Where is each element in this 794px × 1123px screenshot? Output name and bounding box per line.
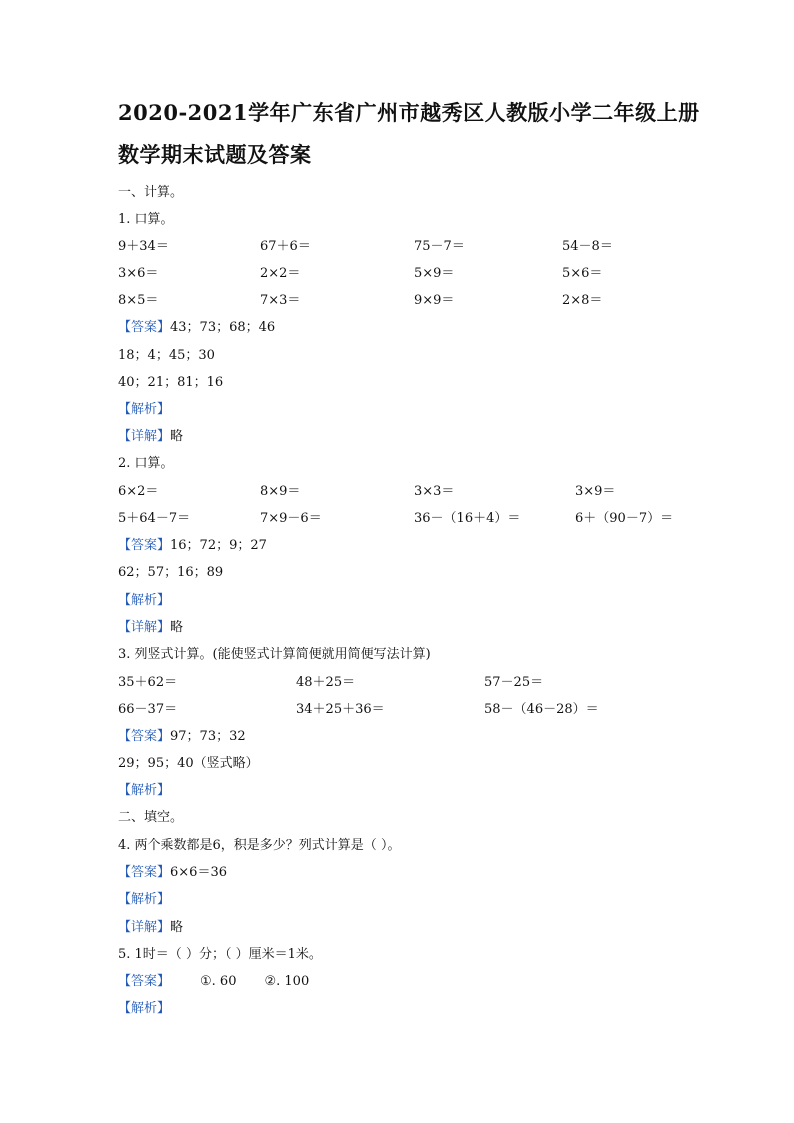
q3-problem: 58－（46－28）＝ bbox=[484, 702, 599, 717]
answer-tag: 【答案】 bbox=[118, 865, 171, 880]
q1-problem: 54－8＝ bbox=[562, 239, 613, 254]
q2-problem: 5＋64－7＝ bbox=[118, 511, 191, 526]
q1-problem: 9×9＝ bbox=[414, 293, 455, 308]
q1-problem: 8×5＝ bbox=[118, 293, 159, 308]
q1-problem: 3×6＝ bbox=[118, 266, 159, 281]
detail-text: 略 bbox=[170, 620, 184, 635]
q2-problem: 6×2＝ bbox=[118, 484, 159, 499]
detail-tag: 【详解】 bbox=[118, 920, 171, 935]
detail-text: 略 bbox=[170, 920, 184, 935]
q3-analysis-tag: 【解析】 bbox=[118, 783, 171, 798]
q1-problem: 5×9＝ bbox=[414, 266, 455, 281]
q1-answer bbox=[118, 316, 275, 335]
q2-answer-line: 62；57；16；89 bbox=[118, 565, 224, 580]
detail-text: 略 bbox=[170, 429, 184, 444]
q2-problem: 6＋（90－7）＝ bbox=[575, 511, 674, 526]
q3-problem: 48＋25＝ bbox=[296, 675, 356, 690]
q5-answer bbox=[118, 970, 309, 989]
answer-tag: 【答案】 bbox=[118, 320, 171, 335]
q3-answer bbox=[118, 725, 246, 744]
q1-problem: 5×6＝ bbox=[562, 266, 603, 281]
question-5-heading: 5. 1时＝（ ）分；（ ）厘米＝1米。 bbox=[118, 947, 322, 962]
q1-problem: 2×2＝ bbox=[260, 266, 301, 281]
detail-tag: 【详解】 bbox=[118, 429, 171, 444]
q2-problem: 3×9＝ bbox=[575, 484, 616, 499]
section-heading-calculation: 一、计算。 bbox=[118, 185, 184, 200]
answer-text: 43；73；68；46 bbox=[170, 320, 276, 335]
q1-detail bbox=[118, 425, 183, 444]
detail-tag: 【详解】 bbox=[118, 620, 171, 635]
q2-detail bbox=[118, 616, 183, 635]
q4-answer bbox=[118, 861, 227, 880]
answer-part-2: ②. 100 bbox=[264, 974, 310, 989]
question-1-heading: 1. 口算。 bbox=[118, 212, 174, 227]
q2-analysis-tag: 【解析】 bbox=[118, 593, 171, 608]
q3-problem: 57－25＝ bbox=[484, 675, 544, 690]
section-heading-fill-in: 二、填空。 bbox=[118, 810, 184, 825]
q2-problem: 36－（16＋4）＝ bbox=[414, 511, 521, 526]
answer-part-1: ①. 60 bbox=[200, 974, 237, 989]
q1-problem: 9＋34＝ bbox=[118, 239, 169, 254]
q1-analysis-tag: 【解析】 bbox=[118, 402, 171, 417]
q3-problem: 34＋25＋36＝ bbox=[296, 702, 385, 717]
question-4-heading: 4. 两个乘数都是6，积是多少？列式计算是（ ）。 bbox=[118, 838, 401, 853]
q5-analysis-tag: 【解析】 bbox=[118, 1001, 171, 1016]
q3-problem: 35＋62＝ bbox=[118, 675, 178, 690]
answer-text: 6×6＝36 bbox=[170, 865, 227, 880]
q3-problem: 66－37＝ bbox=[118, 702, 178, 717]
q1-problem: 2×8＝ bbox=[562, 293, 603, 308]
q1-problem: 67＋6＝ bbox=[260, 239, 311, 254]
q1-problem: 7×3＝ bbox=[260, 293, 301, 308]
q2-problem: 8×9＝ bbox=[260, 484, 301, 499]
question-2-heading: 2. 口算。 bbox=[118, 456, 174, 471]
q3-answer-line: 29；95；40（竖式略） bbox=[118, 756, 259, 771]
q1-problem: 75－7＝ bbox=[414, 239, 465, 254]
document-title-line-1: 2020-2021学年广东省广州市越秀区人教版小学二年级上册 bbox=[118, 100, 700, 125]
q4-detail bbox=[118, 916, 183, 935]
answer-text: 16；72；9；27 bbox=[170, 538, 267, 553]
answer-text: 97；73；32 bbox=[170, 729, 246, 744]
question-3-heading: 3. 列竖式计算。(能使竖式计算简便就用简便写法计算) bbox=[118, 647, 431, 662]
q4-analysis-tag: 【解析】 bbox=[118, 892, 171, 907]
answer-tag: 【答案】 bbox=[118, 974, 171, 989]
q2-problem: 3×3＝ bbox=[414, 484, 455, 499]
answer-tag: 【答案】 bbox=[118, 538, 171, 553]
q1-answer-line: 18；4；45；30 bbox=[118, 348, 215, 363]
q2-answer bbox=[118, 534, 267, 553]
q1-answer-line: 40；21；81；16 bbox=[118, 375, 224, 390]
answer-tag: 【答案】 bbox=[118, 729, 171, 744]
document-title-line-2: 数学期末试题及答案 bbox=[118, 142, 312, 167]
q2-problem: 7×9－6＝ bbox=[260, 511, 322, 526]
